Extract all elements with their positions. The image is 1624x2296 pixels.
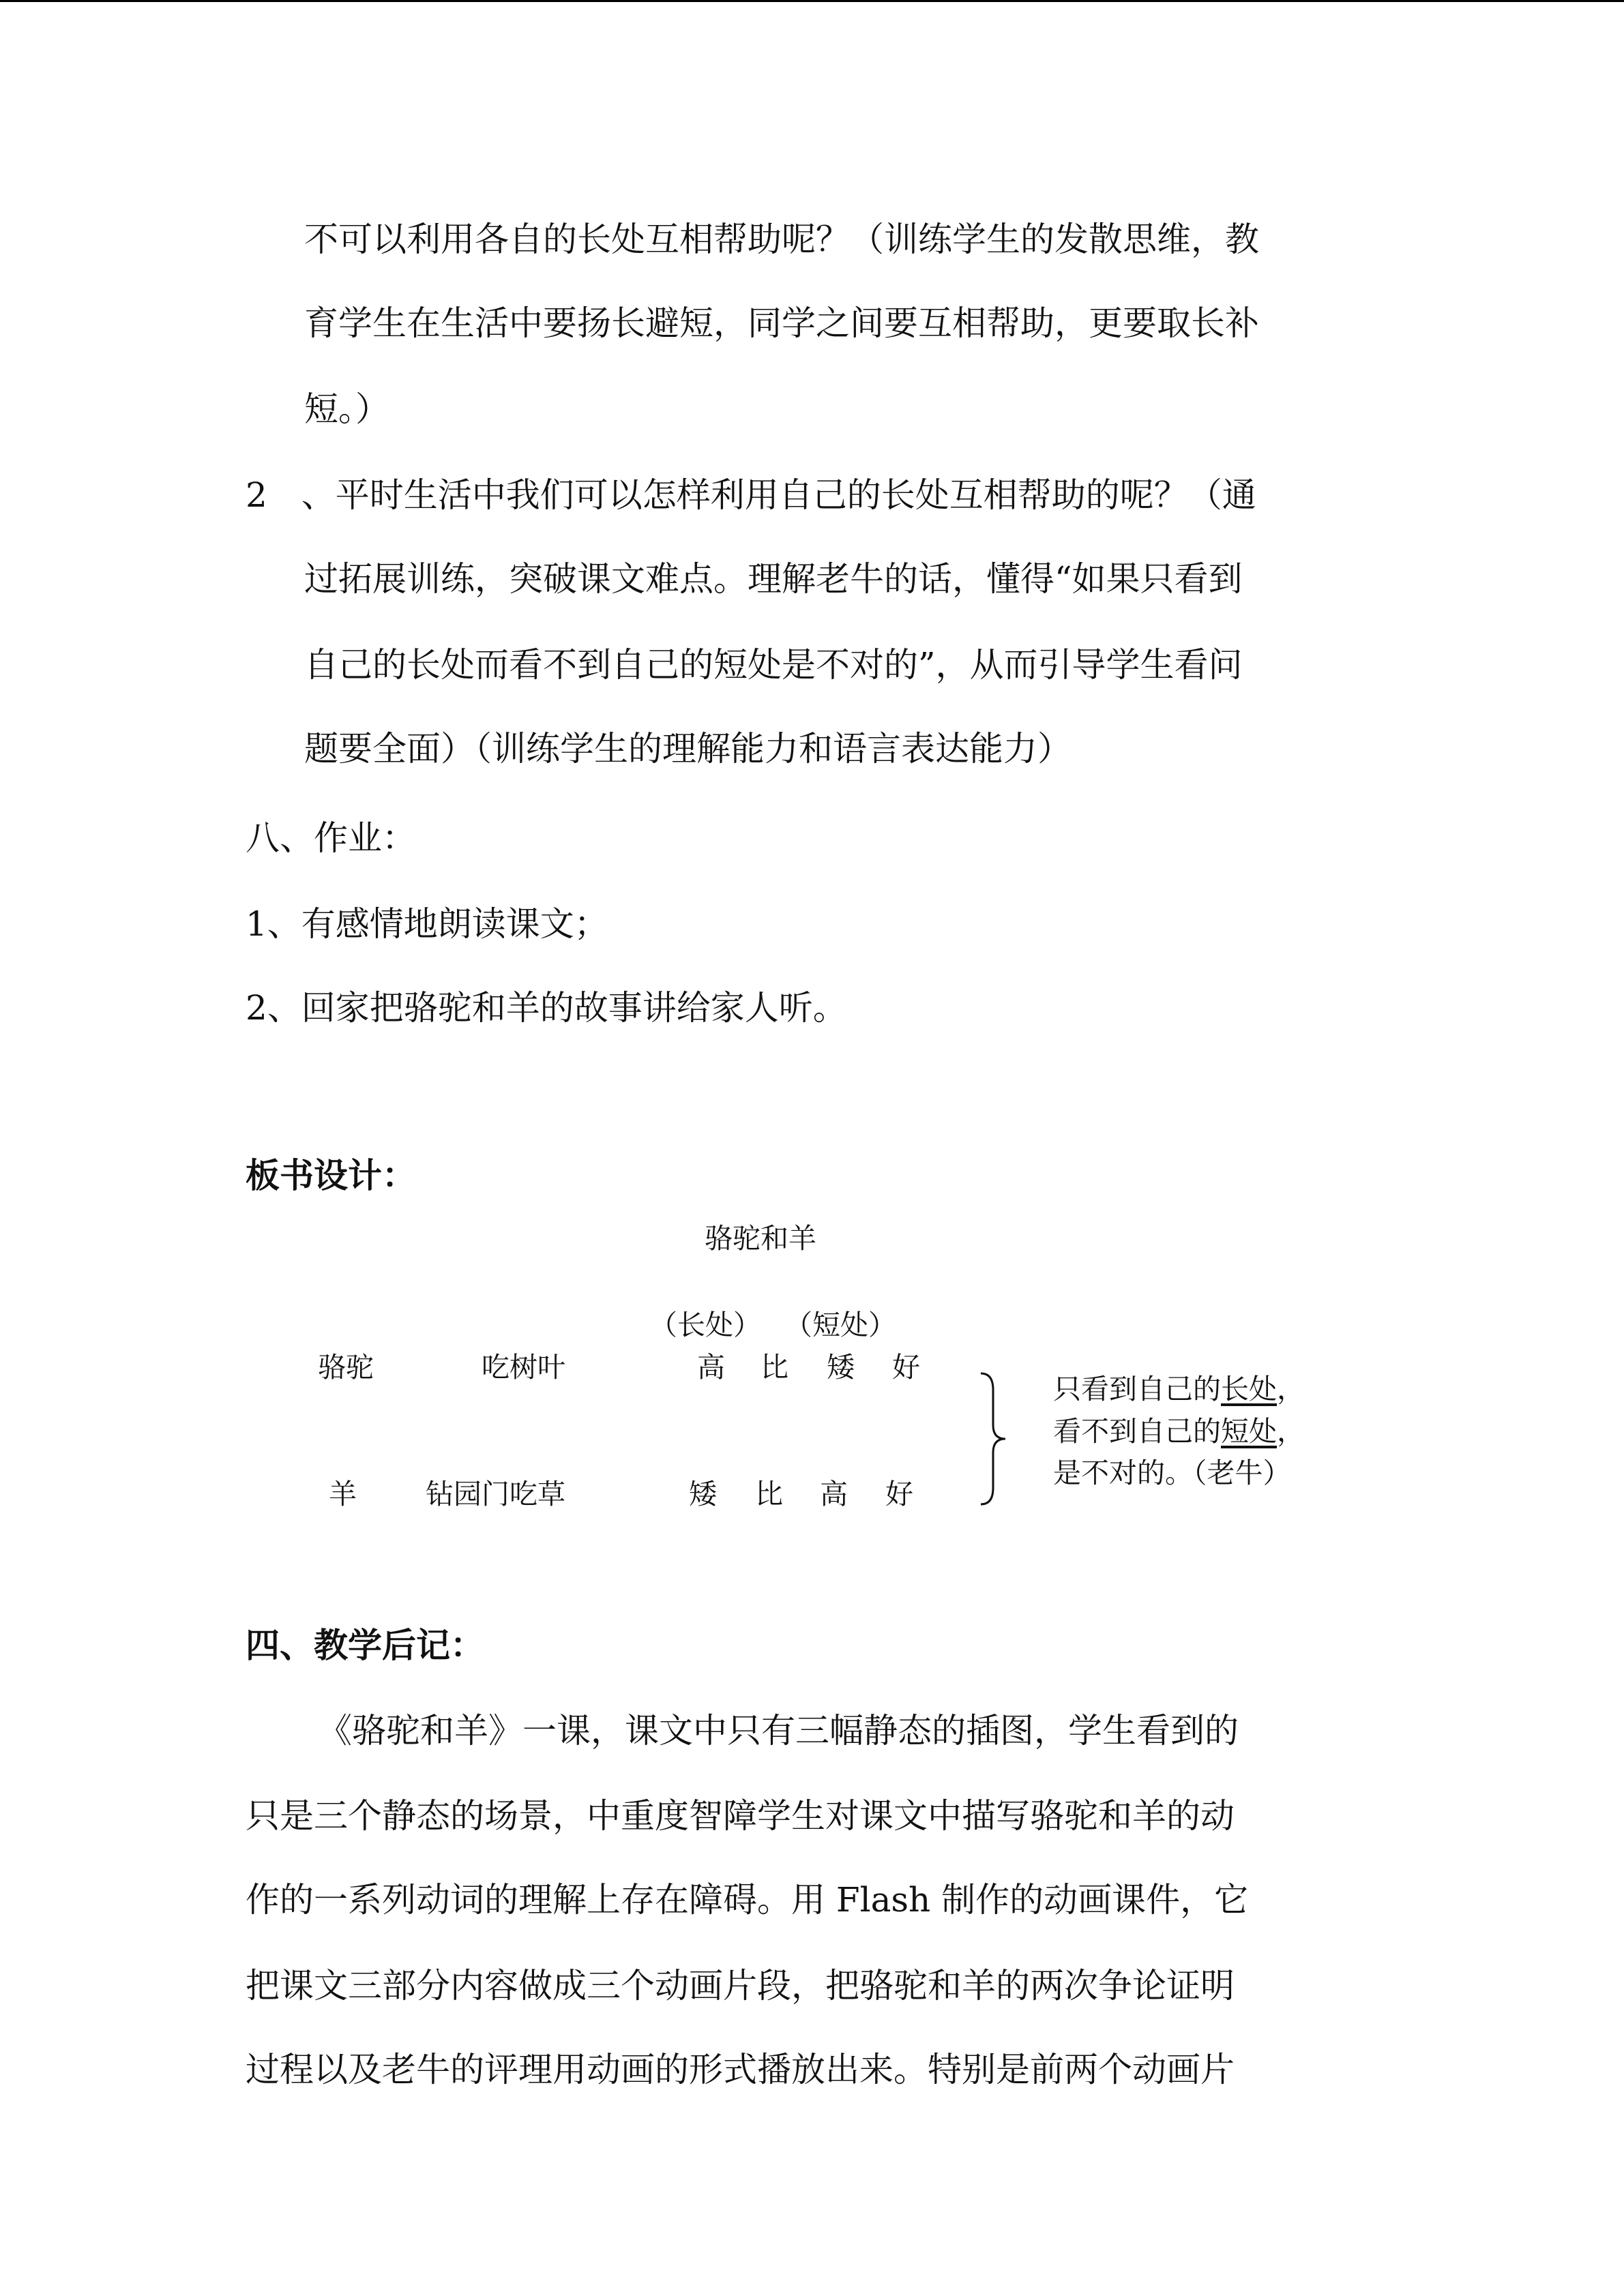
homework-item-2: 2、回家把骆驼和羊的故事讲给家人听。	[246, 988, 847, 1028]
conclusion-weakness-underlined: 短处	[1221, 1415, 1277, 1448]
row-1-word-3: 矮	[827, 1351, 855, 1384]
row-2-word-3: 高	[820, 1478, 848, 1510]
continuation-line-3: 短。）	[304, 389, 389, 429]
homework-heading: 八、作业：	[246, 818, 416, 858]
conclusion-line-2-comma: ，	[1277, 1415, 1305, 1448]
reflection-line-4: 把课文三部分内容做成三个动画片段，把骆驼和羊的两次争论证明	[246, 1966, 1235, 2006]
conclusion-line-1-text: 只看到自己的	[1053, 1373, 1221, 1405]
board-title: 骆驼和羊	[705, 1222, 816, 1255]
item-2-line-4: 题要全面）（训练学生的理解能力和语言表达能力）	[304, 729, 1072, 769]
row-1-animal: 骆驼	[318, 1351, 374, 1384]
board-design-heading: 板书设计：	[246, 1155, 416, 1195]
row-1-action: 吃树叶	[482, 1351, 565, 1384]
page-top-border	[0, 0, 1624, 2]
conclusion-strength-underlined: 长处	[1221, 1373, 1277, 1405]
row-2-action: 钻园门吃草	[426, 1478, 565, 1510]
row-1-word-4: 好	[892, 1351, 920, 1384]
row-1-word-1: 高	[697, 1351, 725, 1384]
row-2-word-4: 好	[885, 1478, 913, 1510]
row-2-animal: 羊	[329, 1478, 357, 1510]
continuation-line-1: 不可以利用各自的长处互相帮助呢？（训练学生的发散思维，教	[304, 220, 1259, 259]
reflection-heading: 四、教学后记：	[246, 1625, 484, 1665]
item-2-line-1: 2 、平时生活中我们可以怎样利用自己的长处互相帮助的呢？（通	[246, 475, 1256, 515]
item-2-line-2: 过拓展训练，突破课文难点。理解老牛的话，懂得“如果只看到	[304, 559, 1243, 599]
row-1-word-2: 比	[761, 1351, 788, 1384]
continuation-line-2: 育学生在生活中要扬长避短，同学之间要互相帮助，更要取长补	[304, 303, 1259, 343]
row-2-word-1: 矮	[689, 1478, 717, 1510]
reflection-line-5: 过程以及老牛的评理用动画的形式播放出来。特别是前两个动画片	[246, 2050, 1235, 2089]
reflection-line-2: 只是三个静态的场景，中重度智障学生对课文中描写骆驼和羊的动	[246, 1796, 1235, 1836]
homework-item-1: 1、有感情地朗读课文；	[246, 904, 608, 944]
conclusion-line-1-comma: ，	[1277, 1373, 1305, 1405]
reflection-line-3: 作的一系列动词的理解上存在障碍。用 Flash 制作的动画课件，它	[246, 1880, 1249, 1920]
reflection-line-1: 《骆驼和羊》一课，课文中只有三幅静态的插图，学生看到的	[318, 1711, 1239, 1750]
header-strength: （长处）	[649, 1309, 761, 1341]
curly-brace-icon	[977, 1371, 1011, 1507]
conclusion-line-3: 是不对的。（老牛）	[1053, 1457, 1291, 1489]
header-weakness: （短处）	[784, 1309, 896, 1341]
conclusion-line-2-text: 看不到自己的	[1053, 1415, 1221, 1448]
row-2-word-2: 比	[755, 1478, 783, 1510]
conclusion-line-1	[1053, 1372, 1305, 1406]
conclusion-line-2	[1053, 1414, 1305, 1448]
item-2-line-3: 自己的长处而看不到自己的短处是不对的”，从而引导学生看问	[304, 645, 1243, 685]
